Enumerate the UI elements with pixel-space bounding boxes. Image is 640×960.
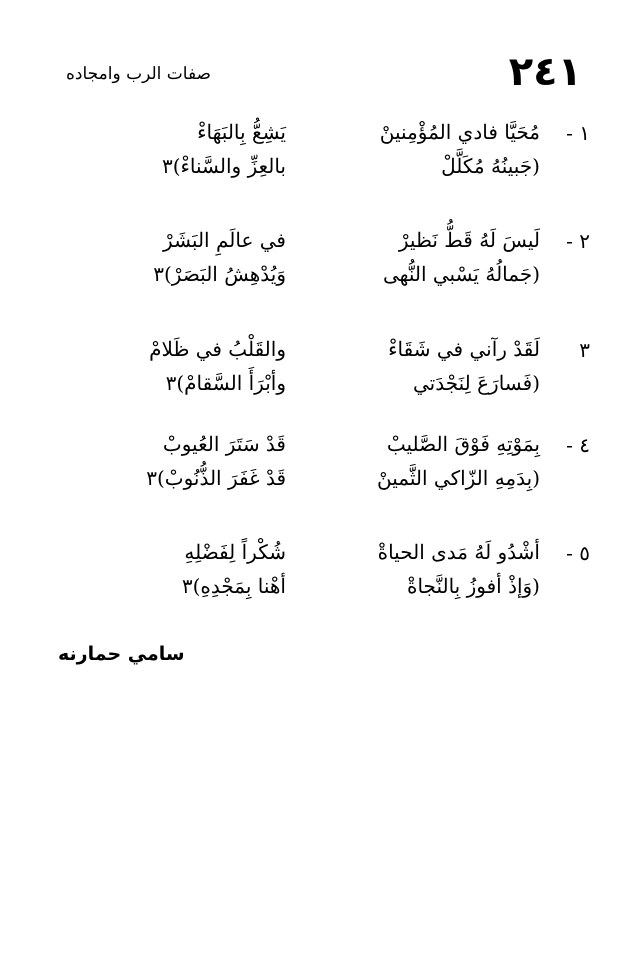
verse-3	[60, 333, 590, 397]
verse-refrain-left: وَيُدْهِشُ البَصَرْ)٣	[153, 262, 286, 286]
verse-line-left: في عالَمِ البَشَرْ	[163, 228, 286, 252]
verse-number: ٣	[579, 338, 590, 362]
verse-5	[60, 536, 590, 600]
verse-number: ٢ -	[566, 229, 590, 253]
verse-line-right: مُحَيَّا فادي المُؤْمِنينْ	[379, 120, 540, 144]
verse-line-right: أشْدُو لَهُ مَدى الحياةْ	[377, 540, 540, 564]
verse-line-left: شُكْراً لِفَضْلِهِ	[184, 540, 286, 564]
verse-line-right: لَقَدْ رآني في شَقَاءْ	[388, 337, 540, 361]
verse-2	[60, 224, 590, 288]
verse-refrain-left: قَدْ غَفَرَ الذُّنُوبْ)٣	[146, 466, 286, 490]
verse-refrain-right: (جَمالُهُ يَسْبي النُّهى	[382, 262, 540, 286]
verse-line-right: بِمَوْتِهِ فَوْقَ الصَّليبْ	[386, 432, 540, 456]
verse-line-left: قَدْ سَتَرَ العُيوبْ	[162, 432, 286, 456]
verse-refrain-right: (فَسارَعَ لِنَجْدَتي	[412, 371, 540, 395]
verse-line-right: لَيسَ لَهُ قَطُّ نَظيرْ	[398, 228, 540, 252]
verse-refrain-left: بالعِزِّ والسَّناءْ)٣	[161, 154, 286, 178]
verse-number: ٤ -	[566, 433, 590, 457]
verse-refrain-left: أهْنا بِمَجْدِهِ)٣	[181, 574, 286, 598]
verse-line-left: والقَلْبُ في ظَلامْ	[149, 337, 286, 361]
author-name: سامي حمارنه	[58, 643, 185, 665]
verse-refrain-right: (بِدَمِهِ الزّاكي الثَّمينْ	[377, 466, 540, 490]
verse-refrain-left: وأبْرَأَ السَّقامْ)٣	[165, 371, 286, 395]
verse-line-left: يَشِعُّ بِالبَهَاءْ	[197, 120, 286, 144]
verse-4	[60, 428, 590, 492]
verse-number: ١ -	[566, 121, 590, 145]
verse-refrain-right: (وَإذْ أفوزُ بِالنَّجاةْ	[406, 574, 540, 598]
verse-number: ٥ -	[566, 541, 590, 565]
verse-refrain-right: (جَبينُهُ مُكَلَّلْ	[441, 154, 540, 178]
running-title: صفات الرب وامجاده	[66, 64, 211, 84]
page-number: ٢٤١	[508, 49, 582, 95]
verse-1	[60, 116, 590, 180]
